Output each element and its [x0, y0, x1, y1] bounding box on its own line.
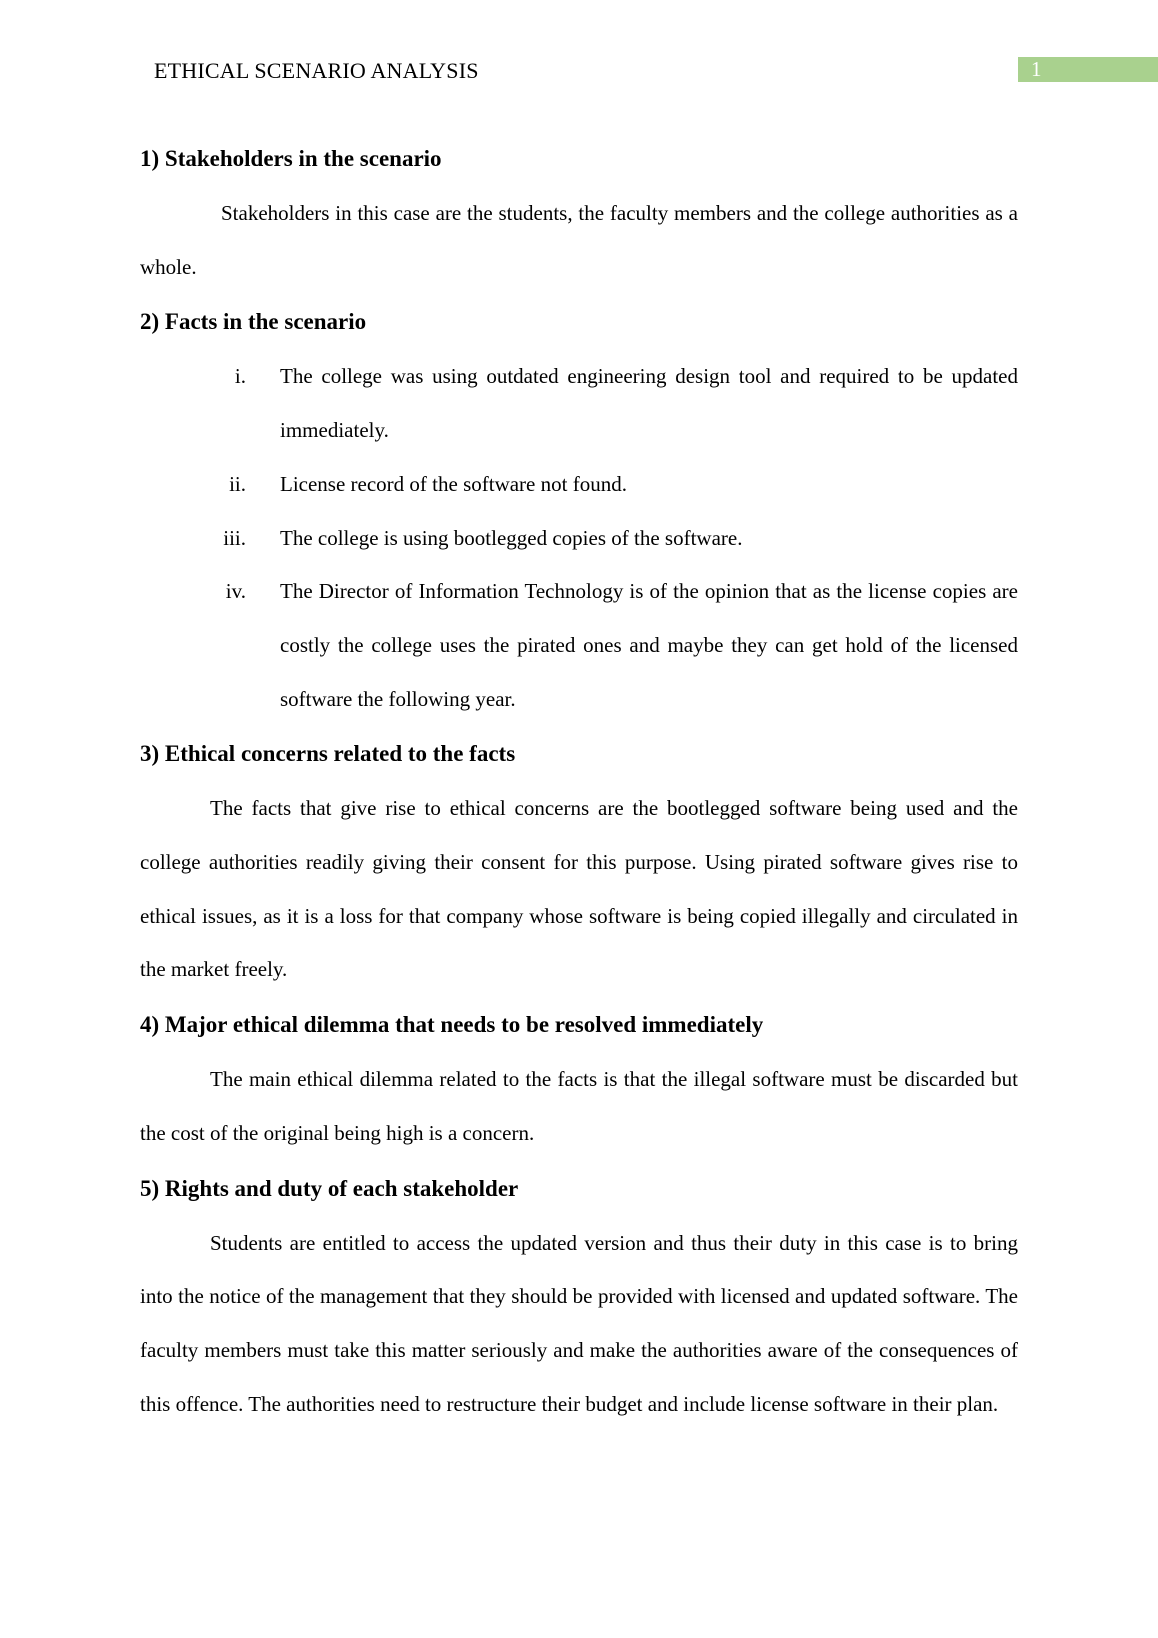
list-item-number: iv.: [225, 579, 246, 604]
list-item-text: The college is using bootlegged copies of the software.: [280, 525, 743, 550]
section-heading-stakeholders: 1) Stakeholders in the scenario: [140, 146, 442, 171]
list-item-text: The college was using outdated engineering design tool and required to be updated immediately.: [280, 364, 1018, 443]
section-heading-dilemma: 4) Major ethical dilemma that needs to be resolved immediately: [140, 1012, 764, 1038]
list-item-number: i.: [234, 364, 246, 389]
list-item-text: The Director of Information Technology is of the opinion that as the license copies are costly the college uses the pirated ones and maybe they can get hold of the licensed software the following year.: [280, 579, 1018, 711]
section-heading-facts: 2) Facts in the scenario: [140, 309, 367, 335]
list-item-text: License record of the software not found.: [280, 471, 627, 496]
running-header: ETHICAL SCENARIO ANALYSIS: [154, 58, 479, 83]
list-item: [140, 458, 1018, 512]
list-item-number: iii.: [223, 525, 246, 550]
rights-duty-paragraph: Students are entitled to access the updated version and thus their duty in this case is to bring into the notice of the management that they should be provided with licensed and updated software. The faculty members must take this matter seriously and make the authorities aware of the consequences of this offence. The authorities need to restructure their budget and include license software in their plan.: [140, 1230, 1018, 1416]
page-number: 1: [1018, 57, 1158, 82]
facts-list: [140, 350, 1018, 726]
list-item: [140, 512, 1018, 566]
list-item: [140, 350, 1018, 457]
ethical-concerns-paragraph: The facts that give rise to ethical concerns are the bootlegged software being used and the college authorities readily giving their consent for this purpose. Using pirated software gives rise to ethical issues, as it is a loss for that company whose software is being copied illegally and circulated in the market freely.: [140, 796, 1018, 982]
section-heading-rights-duty: 5) Rights and duty of each stakeholder: [140, 1175, 519, 1201]
list-item: [140, 565, 1018, 726]
list-item-number: ii.: [229, 471, 246, 496]
section-heading-ethical-concerns: 3) Ethical concerns related to the facts: [140, 741, 516, 767]
stakeholders-paragraph: Stakeholders in this case are the students, the faculty members and the college authorities as a whole.: [140, 201, 1018, 279]
document-body: [140, 131, 1018, 1431]
dilemma-paragraph: The main ethical dilemma related to the facts is that the illegal software must be discarded but the cost of the original being high is a concern.: [140, 1067, 1018, 1145]
